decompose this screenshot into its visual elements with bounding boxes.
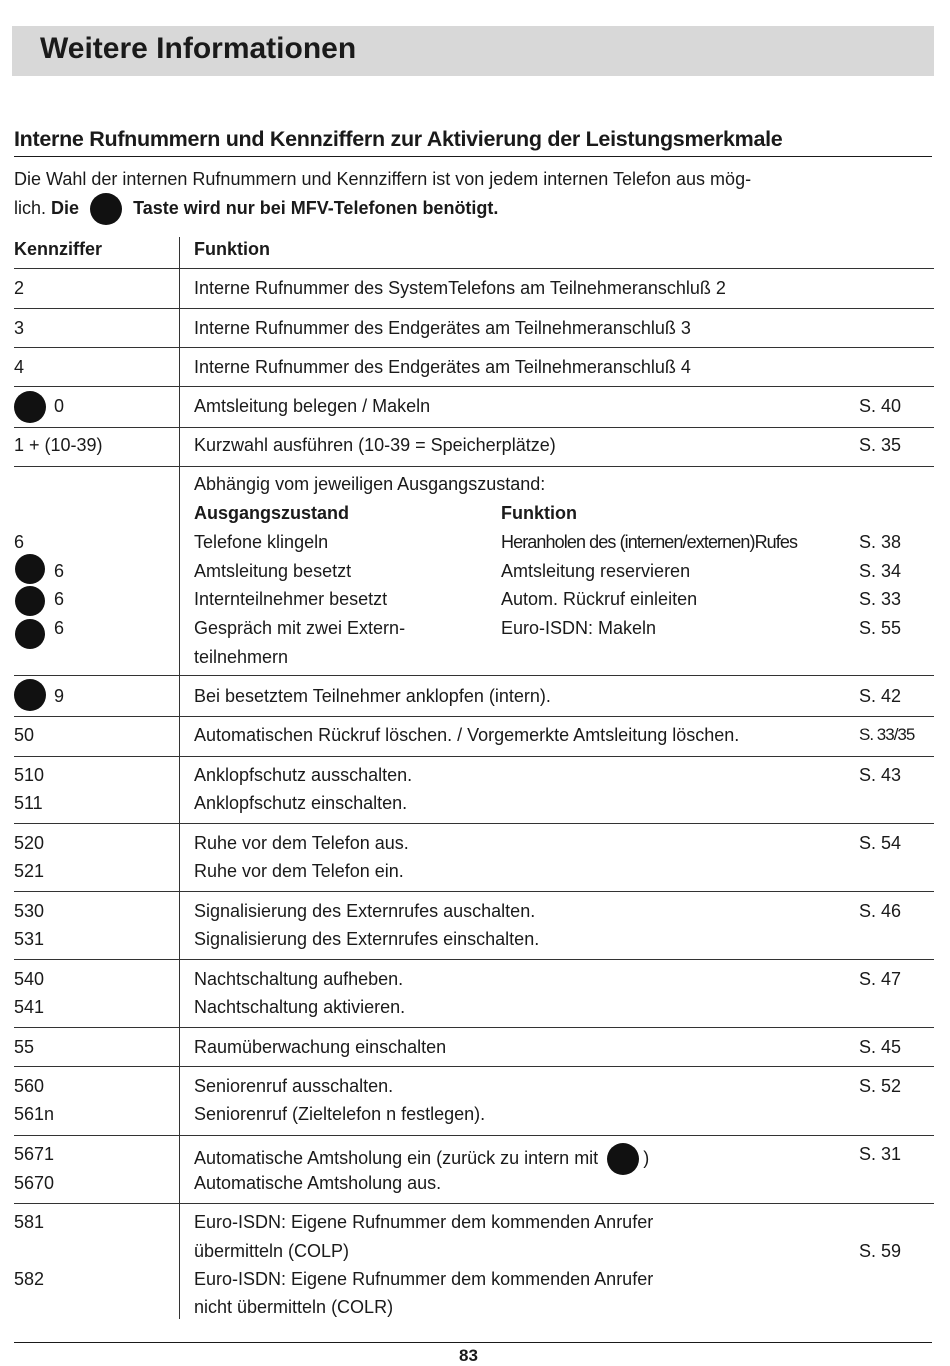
table-cell-function: Seniorenruf (Zieltelefon n festlegen). bbox=[194, 1104, 486, 1124]
page-reference: S. 38 bbox=[859, 532, 902, 552]
table-cell-state: teilnehmern bbox=[194, 647, 289, 667]
row-line bbox=[14, 756, 934, 757]
page-reference: S. 43 bbox=[859, 765, 902, 785]
column-header-function: Funktion bbox=[194, 239, 270, 259]
table-cell-function: Signalisierung des Externrufes einschalten. bbox=[194, 929, 540, 949]
table-cell-function: Amtsleitung belegen / Makeln bbox=[194, 396, 431, 416]
table-cell-code: 6 bbox=[54, 589, 65, 609]
table-cell-code: 2 bbox=[14, 278, 25, 298]
row-line bbox=[14, 308, 934, 309]
row-line bbox=[14, 891, 934, 892]
table-cell-state: Amtsleitung besetzt bbox=[194, 561, 352, 581]
intro-text: lich. bbox=[14, 197, 47, 218]
page-number: 83 bbox=[459, 1346, 478, 1365]
footer-divider bbox=[14, 1342, 932, 1343]
table-cell-code: 6 bbox=[54, 561, 65, 581]
table-cell-code: 561n bbox=[14, 1104, 55, 1124]
key-icon bbox=[607, 1143, 639, 1175]
page-reference: S. 55 bbox=[859, 618, 902, 638]
table-cell-function: Seniorenruf ausschalten. bbox=[194, 1076, 394, 1096]
table-cell-state: Internteilnehmer besetzt bbox=[194, 589, 388, 609]
section-title: Interne Rufnummern und Kennziffern zur Aktivierung der Leistungsmerkmale bbox=[14, 127, 783, 151]
table-cell-function: Automatischen Rückruf löschen. / Vorgemerkte Amtsleitung löschen. bbox=[194, 725, 740, 745]
key-icon bbox=[14, 391, 46, 423]
key-icon bbox=[14, 679, 46, 711]
row-line bbox=[14, 347, 934, 348]
table-cell-code: 50 bbox=[14, 725, 35, 745]
row-line bbox=[14, 1203, 934, 1204]
page-reference: S. 33/35 bbox=[859, 725, 915, 744]
subheader-state: Ausgangszustand bbox=[194, 503, 350, 523]
table-cell-code: 5670 bbox=[14, 1173, 55, 1193]
subheader-function: Funktion bbox=[501, 503, 577, 523]
table-cell-function bbox=[194, 1143, 649, 1175]
page-reference: S. 47 bbox=[859, 969, 902, 989]
key-icon bbox=[15, 554, 45, 584]
intro-bold-a: Die bbox=[51, 197, 80, 218]
table-cell-code: 530 bbox=[14, 901, 45, 921]
table-cell-state: Telefone klingeln bbox=[194, 532, 329, 552]
table-cell-code: 55 bbox=[14, 1037, 35, 1057]
table-cell-code: 520 bbox=[14, 833, 45, 853]
table-cell-code: 3 bbox=[14, 318, 25, 338]
table-cell-function: Bei besetztem Teilnehmer anklopfen (intern). bbox=[194, 686, 551, 706]
row-line bbox=[14, 675, 934, 676]
table-cell-function: Anklopfschutz einschalten. bbox=[194, 793, 408, 813]
intro-line-1: Die Wahl der internen Rufnummern und Kennziffern ist von jedem internen Telefon aus mög- bbox=[14, 169, 752, 189]
row-line bbox=[14, 823, 934, 824]
table-cell-function: Interne Rufnummer des SystemTelefons am Teilnehmeranschluß 2 bbox=[194, 278, 726, 298]
table-cell-function: Ruhe vor dem Telefon aus. bbox=[194, 833, 409, 853]
table-cell-function: Raumüberwachung einschalten bbox=[194, 1037, 447, 1057]
table-cell-function: Amtsleitung reservieren bbox=[501, 561, 691, 581]
table-cell-code: 4 bbox=[14, 357, 25, 377]
table-cell-function: Interne Rufnummer des Endgerätes am Teilnehmeranschluß 4 bbox=[194, 357, 691, 377]
table-cell-state: Gespräch mit zwei Extern- bbox=[194, 618, 406, 638]
column-divider bbox=[179, 237, 180, 1319]
table-cell-function: Autom. Rückruf einleiten bbox=[501, 589, 698, 609]
table-cell-function: Anklopfschutz ausschalten. bbox=[194, 765, 413, 785]
table-cell-code: 510 bbox=[14, 765, 45, 785]
row-line bbox=[14, 959, 934, 960]
page-reference: S. 35 bbox=[859, 435, 902, 455]
page-reference: S. 40 bbox=[859, 396, 902, 416]
table-cell-function: Euro-ISDN: Eigene Rufnummer dem kommenden Anrufer bbox=[194, 1269, 654, 1289]
function-text: Automatische Amtsholung ein (zurück zu intern mit bbox=[194, 1147, 599, 1168]
row-line bbox=[14, 427, 934, 428]
table-cell-code: 1 + (10-39) bbox=[14, 435, 103, 455]
table-cell-code: 541 bbox=[14, 997, 45, 1017]
section-divider bbox=[14, 156, 932, 157]
row-line bbox=[14, 466, 934, 467]
table-cell-function: Kurzwahl ausführen (10-39 = Speicherplätze) bbox=[194, 435, 556, 455]
table-cell-code: 5671 bbox=[14, 1144, 55, 1164]
column-header-code: Kennziffer bbox=[14, 239, 103, 259]
page-reference: S. 52 bbox=[859, 1076, 902, 1096]
table-cell-function: Interne Rufnummer des Endgerätes am Teilnehmeranschluß 3 bbox=[194, 318, 691, 338]
page-reference: S. 45 bbox=[859, 1037, 902, 1057]
table-cell-code: 511 bbox=[14, 793, 43, 813]
row-line bbox=[14, 1135, 934, 1136]
row-line bbox=[14, 716, 934, 717]
table-cell-function: Heranholen des (internen/externen)Rufes bbox=[501, 532, 798, 552]
row-line bbox=[14, 268, 934, 269]
page-reference: S. 59 bbox=[859, 1241, 902, 1261]
table-cell-code: 9 bbox=[54, 686, 65, 706]
table-cell-function: Signalisierung des Externrufes auschalten. bbox=[194, 901, 536, 921]
table-cell-code: 531 bbox=[14, 929, 45, 949]
table-cell-function: übermitteln (COLP) bbox=[194, 1241, 350, 1261]
key-icon bbox=[15, 619, 45, 649]
row-line bbox=[14, 386, 934, 387]
table-cell-code: 521 bbox=[14, 861, 45, 881]
table-cell-function: Nachtschaltung aufheben. bbox=[194, 969, 404, 989]
page-reference: S. 31 bbox=[859, 1144, 902, 1164]
page-reference: S. 46 bbox=[859, 901, 902, 921]
table-cell-function: Nachtschaltung aktivieren. bbox=[194, 997, 406, 1017]
row-line bbox=[14, 1066, 934, 1067]
table-cell-function: Ruhe vor dem Telefon ein. bbox=[194, 861, 404, 881]
table-cell-code: 540 bbox=[14, 969, 45, 989]
table-cell-code: 582 bbox=[14, 1269, 45, 1289]
intro-line-2 bbox=[14, 193, 498, 225]
intro-bold-b: Taste wird nur bei MFV-Telefonen benötigt. bbox=[133, 197, 499, 218]
table-cell-function: nicht übermitteln (COLR) bbox=[194, 1297, 394, 1317]
key-icon bbox=[90, 193, 122, 225]
function-text-close: ) bbox=[643, 1147, 650, 1168]
key-icon bbox=[15, 586, 45, 616]
table-cell-code: 560 bbox=[14, 1076, 45, 1096]
row-line bbox=[14, 1027, 934, 1028]
page-reference: S. 42 bbox=[859, 686, 902, 706]
table-cell-code: 6 bbox=[14, 532, 25, 552]
page-reference: S. 33 bbox=[859, 589, 902, 609]
table-cell-code: 581 bbox=[14, 1212, 45, 1232]
table-cell-function: Abhängig vom jeweiligen Ausgangszustand: bbox=[194, 474, 546, 494]
page-title: Weitere Informationen bbox=[40, 32, 357, 65]
table-cell-function: Automatische Amtsholung aus. bbox=[194, 1173, 442, 1193]
table-cell-code: 6 bbox=[54, 618, 65, 638]
table-cell-function: Euro-ISDN: Makeln bbox=[501, 618, 657, 638]
page-header-bar bbox=[12, 26, 934, 76]
table-cell-code: 0 bbox=[54, 396, 65, 416]
page-reference: S. 34 bbox=[859, 561, 902, 581]
table-cell-function: Euro-ISDN: Eigene Rufnummer dem kommenden Anrufer bbox=[194, 1212, 654, 1232]
page-reference: S. 54 bbox=[859, 833, 902, 853]
